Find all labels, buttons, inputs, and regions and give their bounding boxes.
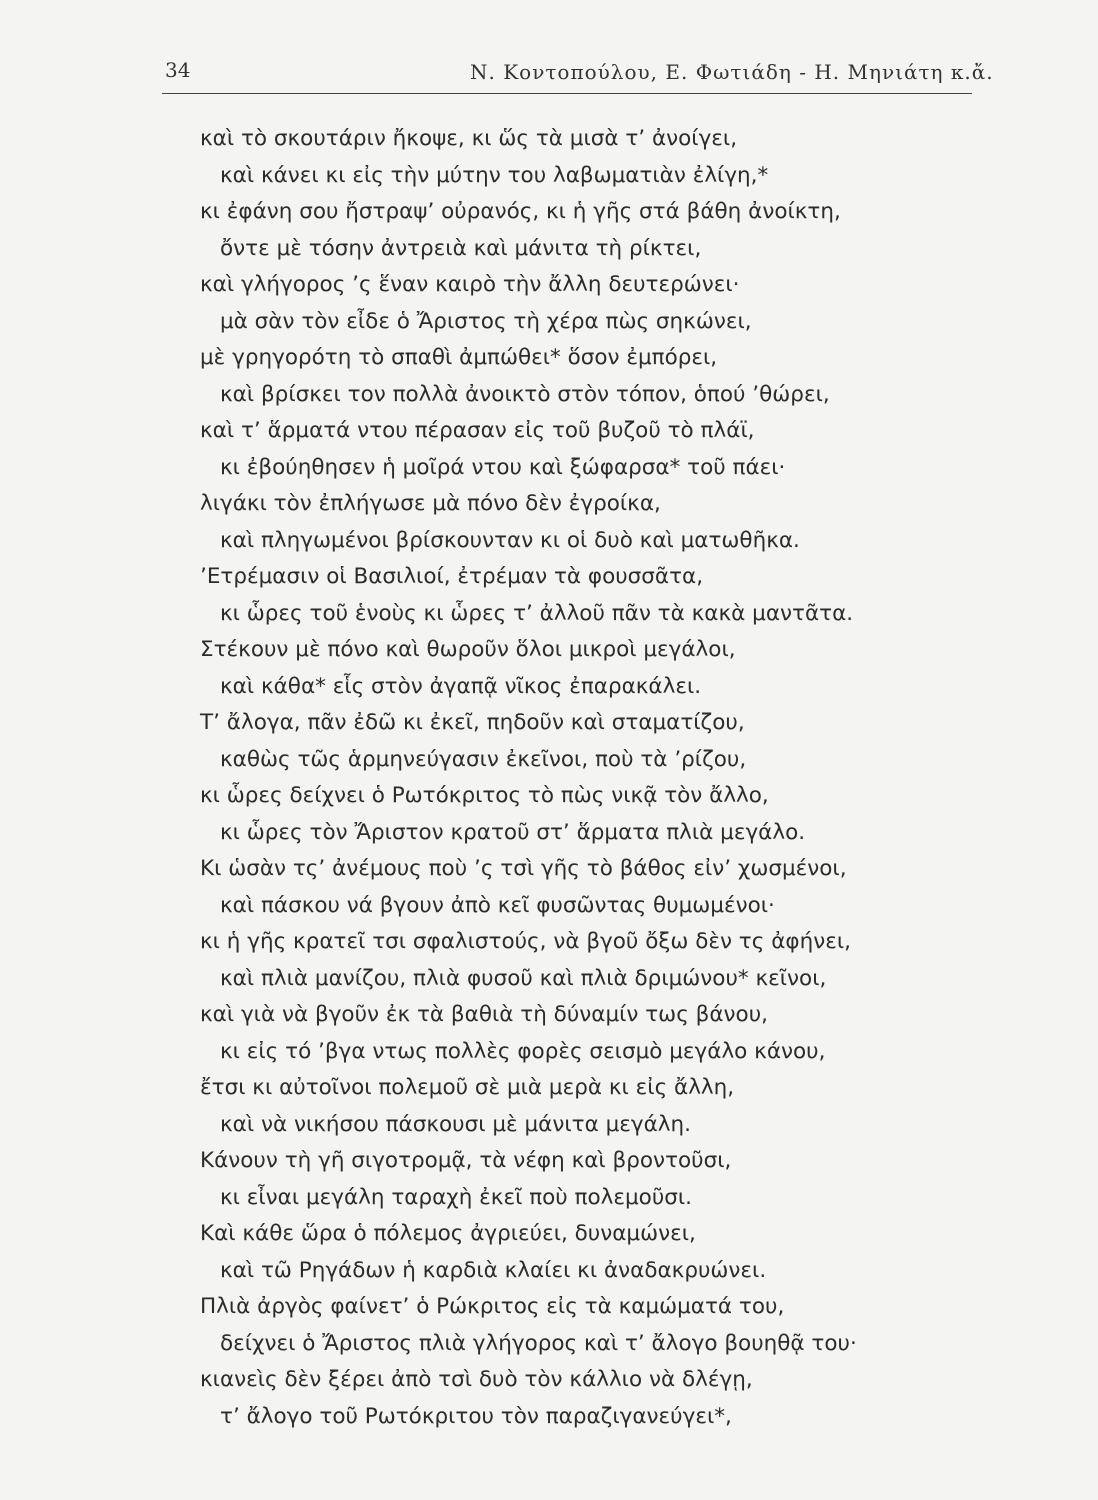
verse-line: καὶ κάνει κι εἰς τὴν μύτην του λαβωματιὰν ἐλίγη,* bbox=[220, 162, 769, 188]
verse-line: καὶ τὸ σκουτάριν ἤκοψε, κι ὥς τὰ μισὰ τ’ ἀνοίγει, bbox=[200, 126, 738, 151]
verse-line: λιγάκι τὸν ἐπλήγωσε μὰ πόνο δὲν ἐγροίκα, bbox=[200, 491, 661, 516]
verse-line: δείχνει ὁ Ἄριστος πλιὰ γλήγορος καὶ τ’ ἄλογο βουηθᾷ του· bbox=[220, 1330, 857, 1356]
verse-line: κι εἰς τό ’βγα ντως πολλὲς φορὲς σεισμὸ μεγάλο κάνου, bbox=[220, 1038, 826, 1064]
verse-line: κι ἡ γῆς κρατεῖ τσι σφαλιστούς, νὰ βγοῦ ὄξω δὲν τς ἀφήνει, bbox=[200, 929, 851, 954]
verse-line: τ’ ἄλογο τοῦ Ρωτόκριτου τὸν παραζιγανεύγει*, bbox=[220, 1403, 732, 1429]
verse-line: Καὶ κάθε ὥρα ὁ πόλεμος ἀγριεύει, δυναμώνει, bbox=[200, 1221, 696, 1246]
verse-line: κι ὧρες τοῦ ἑνοὺς κι ὧρες τ’ ἀλλοῦ πᾶν τὰ κακὰ μαντᾶτα. bbox=[220, 600, 854, 626]
verse-line: Τ’ ἄλογα, πᾶν ἐδῶ κι ἐκεῖ, πηδοῦν καὶ σταματίζου, bbox=[200, 710, 745, 735]
verse-line: κιανεὶς δὲν ξέρει ἀπὸ τσὶ δυὸ τὸν κάλλιο νὰ δλέγῃ, bbox=[200, 1367, 753, 1392]
verse-line: καὶ τ’ ἅρματά ντου πέρασαν εἰς τοῦ βυζοῦ τὸ πλάϊ, bbox=[200, 418, 755, 443]
verse-line: καὶ πληγωμένοι βρίσκουνταν κι οἱ δυὸ καὶ ματωθῆκα. bbox=[220, 527, 800, 553]
verse-line: καὶ γιὰ νὰ βγοῦν ἐκ τὰ βαθιὰ τὴ δύναμίν τως βάνου, bbox=[200, 1002, 768, 1027]
verse-line: καὶ νὰ νικήσου πάσκουσι μὲ μάνιτα μεγάλη. bbox=[220, 1111, 691, 1137]
verse-line: καὶ βρίσκει τον πολλὰ ἀνοικτὸ στὸν τόπον, ὁπού ’θώρει, bbox=[220, 381, 830, 407]
verse-line: καὶ πάσκου νά βγουν ἀπὸ κεῖ φυσῶντας θυμωμένοι· bbox=[220, 892, 775, 918]
verse-line: μὲ γρηγορότη τὸ σπαθὶ ἀμπώθει* ὅσον ἐμπόρει, bbox=[200, 345, 718, 370]
verse-line: Στέκουν μὲ πόνο καὶ θωροῦν ὅλοι μικροὶ μεγάλοι, bbox=[200, 637, 736, 662]
verse-line: μὰ σὰν τὸν εἶδε ὁ Ἄριστος τὴ χέρα πὼς σηκώνει, bbox=[220, 308, 752, 334]
verse-line: καὶ πλιὰ μανίζου, πλιὰ φυσοῦ καὶ πλιὰ δριμώνου* κεῖνοι, bbox=[220, 965, 827, 991]
verse-line: καὶ τῶ Ρηγάδων ἡ καρδιὰ κλαίει κι ἀναδακρυώνει. bbox=[220, 1257, 767, 1283]
verse-line: Πλιὰ ἀργὸς φαίνετ’ ὁ Ρώκριτος εἰς τὰ καμώματά του, bbox=[200, 1294, 785, 1319]
header-rule bbox=[162, 93, 972, 94]
verse-line: καθὼς τῶς ἁρμηνεύγασιν ἐκεῖνοι, ποὺ τὰ ’ρίζου, bbox=[220, 746, 747, 772]
verse-line: κι ὧρες δείχνει ὁ Ρωτόκριτος τὸ πὼς νικᾷ τὸν ἄλλο, bbox=[200, 783, 769, 808]
verse-line: ἔτσι κι αὐτοῖνοι πολεμοῦ σὲ μιὰ μερὰ κι εἰς ἄλλη, bbox=[200, 1075, 735, 1100]
verse-line: Κι ὡσὰν τς’ ἀνέμους ποὺ ’ς τσὶ γῆς τὸ βάθος εἰν’ χωσμένοι, bbox=[200, 856, 847, 881]
running-header: Ν. Κοντοπούλου, Ε. Φωτιάδη - Η. Μηνιάτη κ.ἄ. bbox=[470, 60, 994, 84]
verse-line: κι ὧρες τὸν Ἄριστον κρατοῦ στ’ ἅρματα πλιὰ μεγάλο. bbox=[220, 819, 806, 845]
verse-line: καὶ γλήγορος ’ς ἕναν καιρὸ τὴν ἄλλη δευτερώνει· bbox=[200, 272, 740, 297]
verse-line: κι ἐβούηθησεν ἡ μοῖρά ντου καὶ ξώφαρσα* τοῦ πάει· bbox=[220, 454, 786, 480]
verse-line: Κάνουν τὴ γῆ σιγοτρομᾷ, τὰ νέφη καὶ βροντοῦσι, bbox=[200, 1148, 732, 1173]
page-number: 34 bbox=[165, 58, 191, 82]
verse-line: ’Ετρέμασιν οἱ Βασιλιοί, ἐτρέμαν τὰ φουσσᾶτα, bbox=[200, 564, 704, 589]
verse-line: καὶ κάθα* εἷς στὸν ἀγαπᾷ νῖκος ἐπαρακάλει. bbox=[220, 673, 702, 699]
verse-line: κι ἐφάνη σου ἤστραψ’ οὐρανός, κι ἡ γῆς στά βάθη ἀνοίκτη, bbox=[200, 199, 841, 224]
verse-line: κι εἶναι μεγάλη ταραχὴ ἐκεῖ ποὺ πολεμοῦσι. bbox=[220, 1184, 693, 1210]
verse-line: ὄντε μὲ τόσην ἀντρειὰ καὶ μάνιτα τὴ ρίκτει, bbox=[220, 235, 702, 261]
